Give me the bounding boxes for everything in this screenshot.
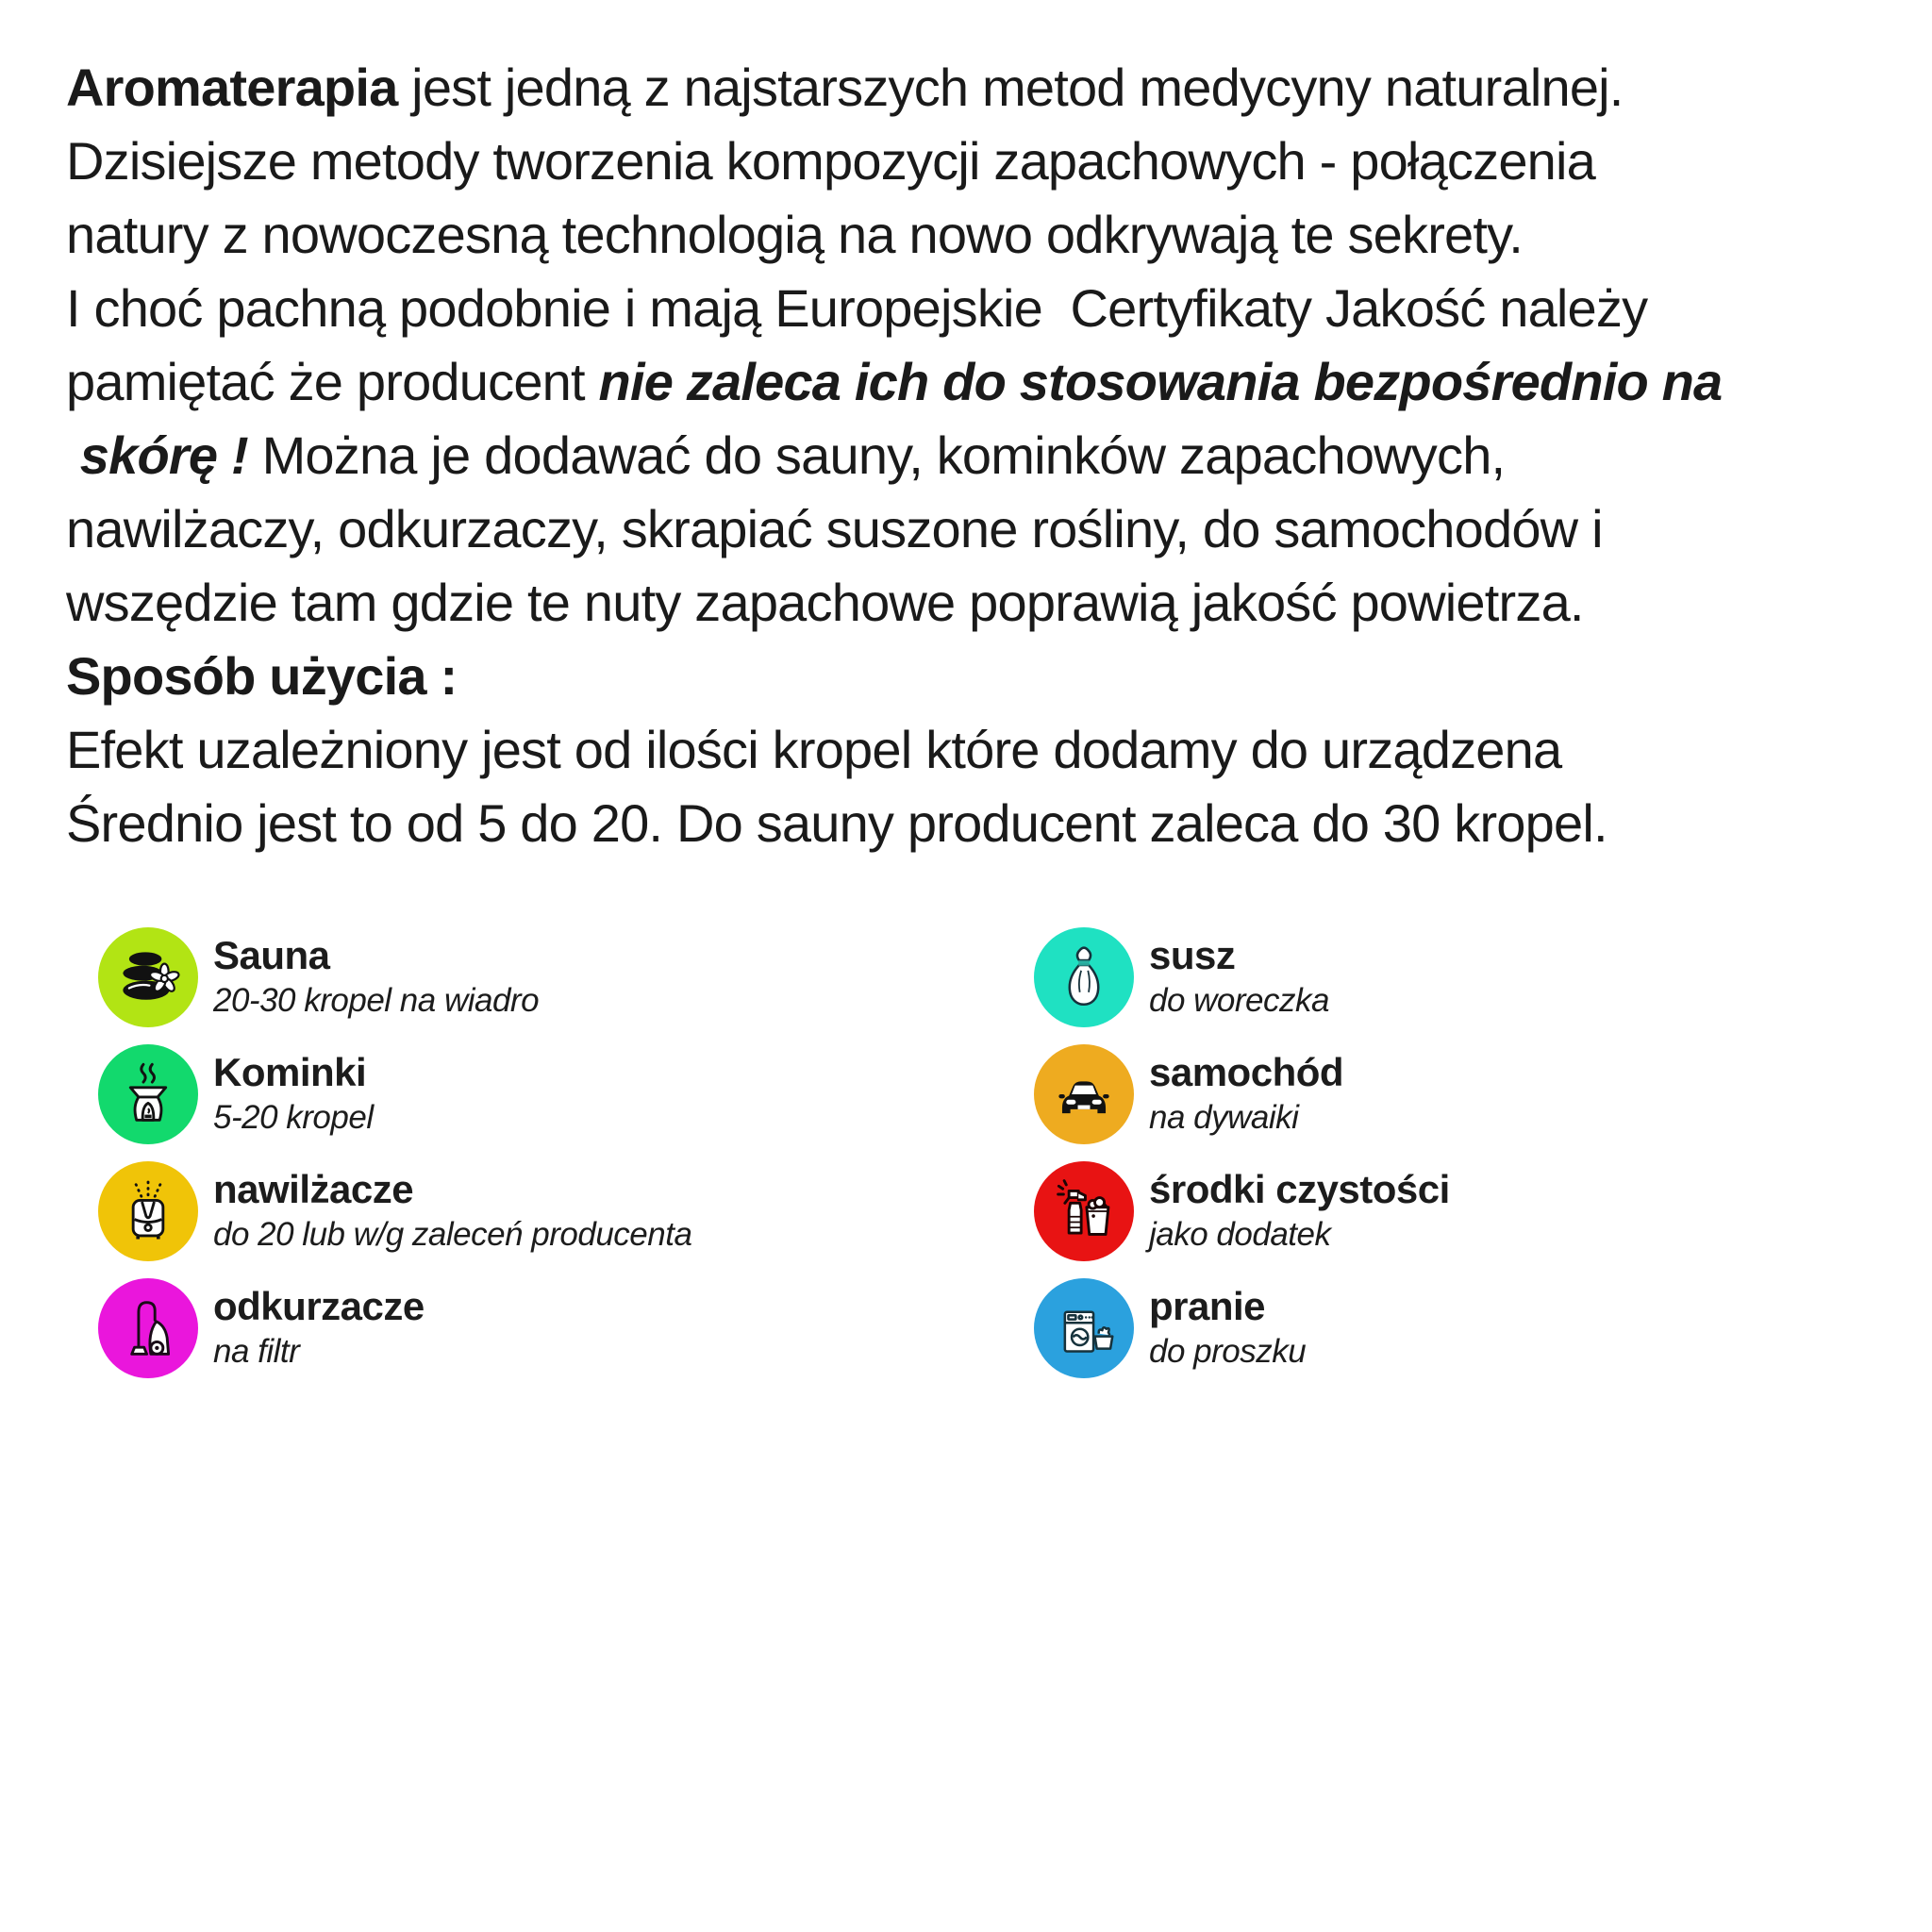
text-segment: Efekt uzależniony jest od ilości kropel które dodamy do urządzena [66, 720, 1562, 779]
text-segment: I choć pachną podobnie i mają Europejskie Certyfikaty Jakość należy [66, 278, 1648, 338]
paragraph-line [66, 125, 1904, 198]
usage-title: Kominki [213, 1050, 367, 1094]
usage-row-odkurzacze [98, 1278, 691, 1378]
usage-subtitle: do proszku [1149, 1333, 1307, 1370]
usage-row-nawilzacze [98, 1161, 691, 1261]
paragraph-line [66, 272, 1904, 345]
paragraph-line [66, 566, 1904, 640]
text-segment: nawilżaczy, odkurzaczy, skrapiać suszone rośliny, do samochodów i [66, 499, 1603, 558]
spa-stones-icon [98, 927, 198, 1027]
paragraph-line [66, 51, 1904, 125]
usage-row-sauna [98, 927, 691, 1027]
usage-title: samochód [1149, 1050, 1344, 1094]
usage-subtitle: 20-30 kropel na wiadro [213, 982, 540, 1019]
usage-subtitle: do woreczka [1149, 982, 1329, 1019]
usage-row-susz [1034, 927, 1450, 1027]
laundry-icon [1034, 1278, 1134, 1378]
usage-column-right [1034, 927, 1450, 1395]
paragraph-line [66, 713, 1904, 787]
text-segment: Średnio jest to od 5 do 20. Do sauny producent zaleca do 30 kropel. [66, 793, 1607, 853]
paragraph-line [66, 419, 1904, 492]
usage-title: nawilżacze [213, 1167, 414, 1211]
usage-title: Sauna [213, 933, 330, 977]
cleaning-supplies-icon [1034, 1161, 1134, 1261]
text-segment: wszędzie tam gdzie te nuty zapachowe poprawią jakość powietrza. [66, 573, 1584, 632]
usage-heading [66, 640, 1904, 713]
usage-row-samochod [1034, 1044, 1450, 1144]
text-segment: jest jedną z najstarszych metod medycyny naturalnej. [397, 58, 1624, 117]
usage-row-srodki-czystosci [1034, 1161, 1450, 1261]
usage-column-left [98, 927, 691, 1395]
usage-row-pranie [1034, 1278, 1450, 1378]
text-segment: pamiętać że producent [66, 352, 599, 411]
usage-subtitle: na filtr [213, 1333, 300, 1370]
humidifier-icon [98, 1161, 198, 1261]
text-segment: Aromaterapia [66, 58, 398, 117]
text-segment: natury z nowoczesną technologią na nowo odkrywają te sekrety. [66, 205, 1523, 264]
description-paragraph [66, 51, 1904, 860]
usage-subtitle: na dywaiki [1149, 1099, 1299, 1136]
usage-subtitle: jako dodatek [1149, 1216, 1331, 1253]
usage-title: odkurzacze [213, 1284, 425, 1328]
text-segment: Dzisiejsze metody tworzenia kompozycji zapachowych - połączenia [66, 131, 1595, 191]
usage-row-kominki [98, 1044, 691, 1144]
car-icon [1034, 1044, 1134, 1144]
usage-title: susz [1149, 933, 1236, 977]
paragraph-line [66, 198, 1904, 272]
usage-subtitle: do 20 lub w/g zaleceń producenta [213, 1216, 692, 1253]
text-segment: Można je dodawać do sauny, kominków zapachowych, [247, 425, 1506, 485]
text-segment: Sposób użycia : [66, 646, 458, 706]
text-segment: skórę ! [66, 425, 248, 485]
sachet-bag-icon [1034, 927, 1134, 1027]
paragraph-line [66, 492, 1904, 566]
paragraph-line [66, 345, 1904, 419]
vacuum-cleaner-icon [98, 1278, 198, 1378]
text-segment: nie zaleca ich do stosowania bezpośrednio na [598, 352, 1723, 411]
usage-title: środki czystości [1149, 1167, 1450, 1211]
paragraph-line [66, 787, 1904, 860]
usage-subtitle: 5-20 kropel [213, 1099, 374, 1136]
aroma-burner-icon [98, 1044, 198, 1144]
usage-title: pranie [1149, 1284, 1266, 1328]
